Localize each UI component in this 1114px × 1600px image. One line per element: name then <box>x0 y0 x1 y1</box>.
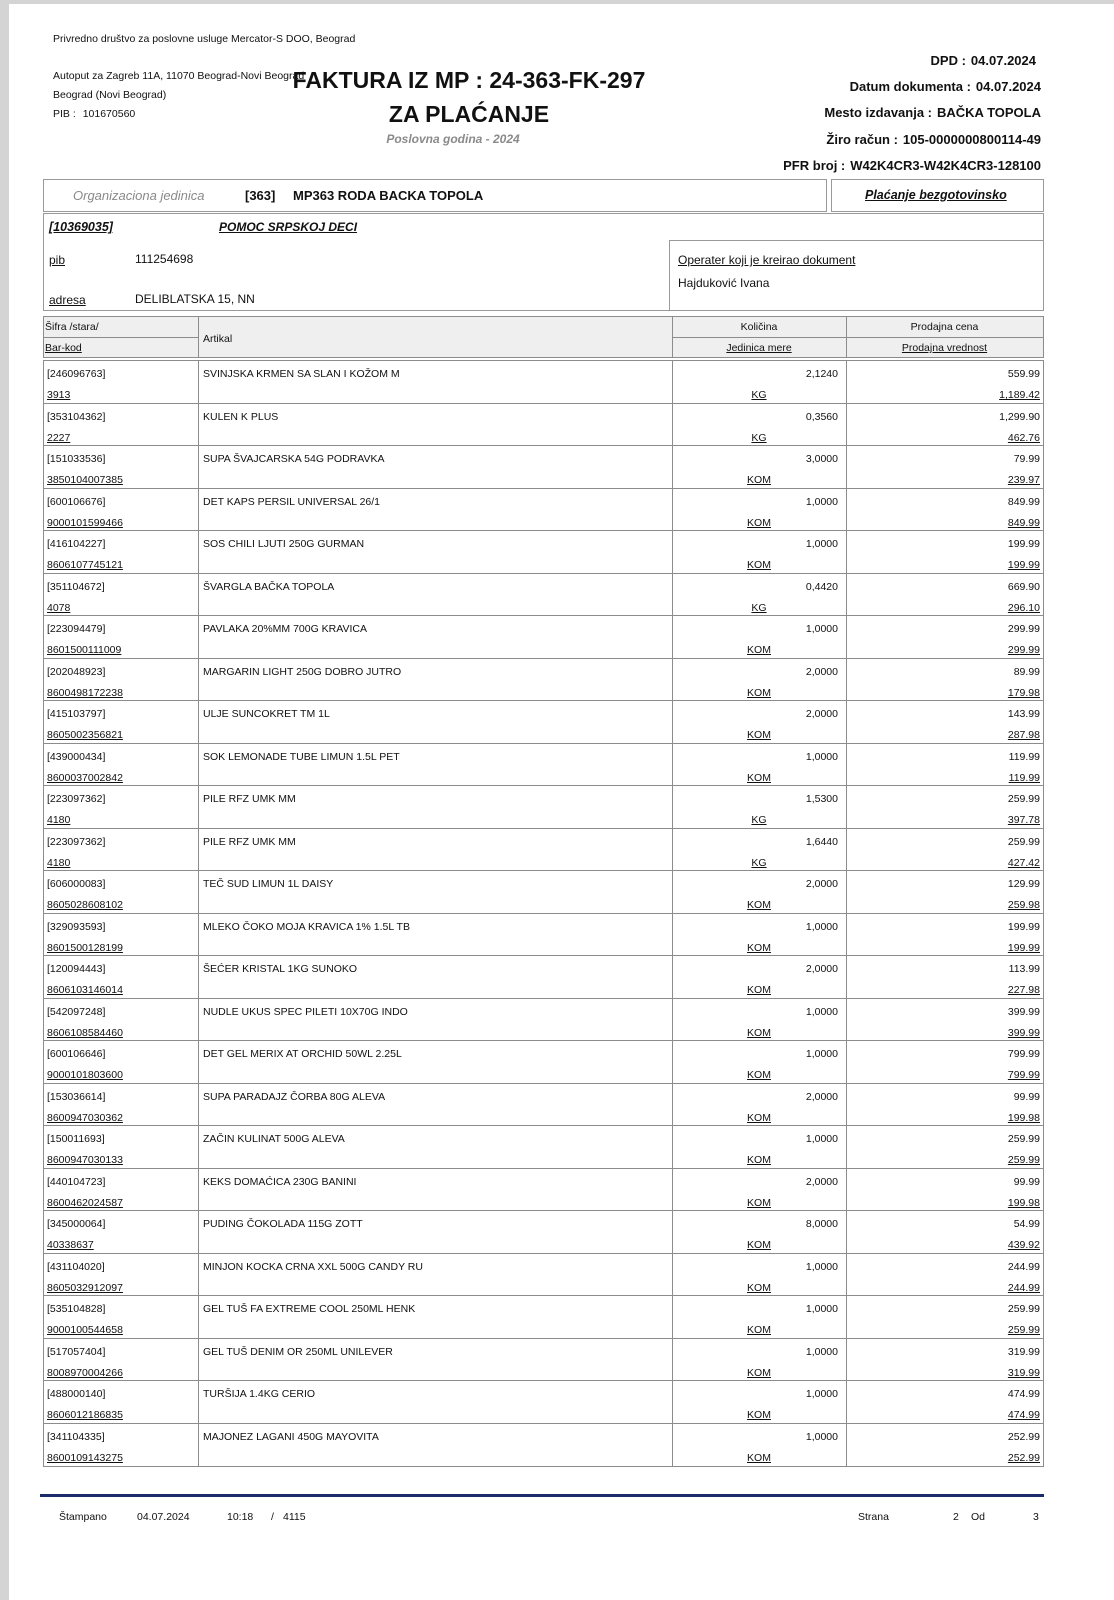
item-article: TEČ SUD LIMUN 1L DAISY <box>203 878 334 890</box>
item-code: [606000083] <box>47 878 106 890</box>
item-unit: KG <box>751 431 767 444</box>
item-unit: KOM <box>747 1324 771 1336</box>
payment-method: Plaćanje bezgotovinsko <box>865 188 1007 202</box>
table-row <box>44 1126 1043 1169</box>
item-price: 849.99 <box>1007 495 1040 508</box>
item-value: 296.10 <box>1007 601 1040 614</box>
item-article: DET KAPS PERSIL UNIVERSAL 26/1 <box>203 495 381 508</box>
table-row <box>44 701 1043 744</box>
item-price: 119.99 <box>1008 750 1040 763</box>
item-code: [353104362] <box>47 410 106 423</box>
header-quantity: Količina <box>740 321 778 333</box>
header-divider <box>672 337 1043 338</box>
item-price: 799.99 <box>1007 1048 1040 1060</box>
item-quantity: 1,0000 <box>805 1048 838 1060</box>
item-barcode: 9000101599466 <box>47 516 123 529</box>
customer-code: [10369035] <box>49 220 113 234</box>
customer-pib: 111254698 <box>135 252 194 266</box>
item-article: TURŠIJA 1.4KG CERIO <box>203 1388 316 1400</box>
item-code: [223094479] <box>47 623 106 635</box>
item-value: 199.99 <box>1007 941 1040 954</box>
item-value: 799.99 <box>1007 1069 1040 1081</box>
customer-pib-label: pib <box>49 253 66 267</box>
item-price: 259.99 <box>1007 1303 1040 1315</box>
item-value: 179.98 <box>1007 686 1040 699</box>
operator-box <box>669 240 1044 311</box>
item-unit: KOM <box>747 686 771 699</box>
item-quantity: 1,0000 <box>805 538 838 550</box>
item-unit: KOM <box>747 1026 771 1039</box>
item-barcode: 8008970004266 <box>47 1366 123 1379</box>
item-barcode: 8601500128199 <box>47 941 123 954</box>
item-price: 259.99 <box>1007 793 1040 805</box>
company-city: Beograd (Novi Beograd) <box>53 89 167 101</box>
item-code: [488000140] <box>47 1388 106 1400</box>
column-divider <box>846 317 847 357</box>
table-row <box>44 446 1043 489</box>
item-article: DET GEL MERIX AT ORCHID 50WL 2.25L <box>203 1048 402 1060</box>
item-quantity: 0,4420 <box>805 580 838 593</box>
item-article: PAVLAKA 20%MM 700G KRAVICA <box>203 623 367 635</box>
invoice-subtitle: ZA PLAĆANJE <box>388 101 550 127</box>
item-value: 439.92 <box>1007 1239 1040 1251</box>
item-quantity: 2,0000 <box>805 708 838 720</box>
item-barcode: 9000101803600 <box>47 1069 123 1081</box>
item-code: [415103797] <box>47 708 106 720</box>
footer-page-number: 2 <box>953 1511 959 1523</box>
item-quantity: 0,3560 <box>805 410 838 423</box>
item-unit: KOM <box>747 1154 771 1166</box>
item-quantity: 2,0000 <box>805 963 838 975</box>
item-value: 399.99 <box>1007 1026 1040 1039</box>
table-row <box>44 489 1043 532</box>
doc-info-account <box>826 132 1041 147</box>
company-address: Autoput za Zagreb 11A, 11070 Beograd-Novi Beograd <box>53 70 305 82</box>
item-price: 319.99 <box>1007 1345 1040 1358</box>
item-value: 199.99 <box>1007 559 1040 571</box>
item-unit: KOM <box>747 1196 771 1209</box>
item-article: PILE RFZ UMK MM <box>203 793 296 805</box>
item-article: SOK LEMONADE TUBE LIMUN 1.5L PET <box>203 750 400 763</box>
item-unit: KOM <box>747 1239 771 1251</box>
column-divider <box>198 361 199 1466</box>
table-row <box>44 616 1043 659</box>
item-code: [153036614] <box>47 1090 106 1103</box>
item-unit: KOM <box>747 1366 771 1379</box>
item-value: 239.97 <box>1007 474 1040 486</box>
table-row <box>44 1296 1043 1339</box>
table-row <box>44 361 1043 404</box>
item-price: 1,299.90 <box>999 410 1040 423</box>
header-unit: Jedinica mere <box>726 342 792 354</box>
table-row <box>44 404 1043 447</box>
item-price: 99.99 <box>1013 1175 1040 1188</box>
item-code: [600106676] <box>47 495 106 508</box>
header-article: Artikal <box>203 333 233 345</box>
item-article: SUPA ŠVAJCARSKA 54G PODRAVKA <box>203 453 385 465</box>
item-barcode: 8605028608102 <box>47 899 123 911</box>
item-article: GEL TUŠ FA EXTREME COOL 250ML HENK <box>203 1303 416 1315</box>
table-body <box>43 360 1044 1467</box>
column-divider <box>846 361 847 1466</box>
item-value: 252.99 <box>1007 1451 1040 1464</box>
table-rows <box>44 361 1043 1466</box>
item-unit: KOM <box>747 1451 771 1464</box>
item-unit: KOM <box>747 771 771 784</box>
footer-page-label: Strana <box>858 1511 889 1523</box>
item-price: 113.99 <box>1008 963 1040 975</box>
doc-info-label: Žiro račun : <box>826 132 898 147</box>
item-quantity: 1,0000 <box>805 1005 838 1018</box>
header-price: Prodajna cena <box>910 321 979 333</box>
doc-info-value: 04.07.2024 <box>970 53 1036 68</box>
table-row <box>44 574 1043 617</box>
item-barcode: 8606108584460 <box>47 1026 123 1039</box>
item-quantity: 3,0000 <box>805 453 838 465</box>
item-barcode: 8601500111009 <box>47 644 122 656</box>
footer-time: 10:18 <box>227 1511 254 1523</box>
item-code: [223097362] <box>47 793 106 805</box>
invoice-title: FAKTURA IZ MP : 24-363-FK-297 <box>292 67 646 93</box>
table-row <box>44 956 1043 999</box>
header-divider <box>44 337 198 338</box>
item-code: [440104723] <box>47 1175 106 1188</box>
doc-info-value: 105-0000000800114-49 <box>902 132 1041 147</box>
item-price: 143.99 <box>1007 708 1040 720</box>
item-barcode: 40338637 <box>47 1239 94 1251</box>
item-quantity: 2,1240 <box>805 368 838 380</box>
item-quantity: 1,0000 <box>805 623 838 635</box>
operator-label: Operater koji je kreirao dokument <box>678 253 856 267</box>
table-row <box>44 829 1043 872</box>
item-code: [542097248] <box>47 1005 106 1018</box>
item-unit: KOM <box>747 474 771 486</box>
item-barcode: 8605032912097 <box>47 1281 123 1294</box>
item-code: [120094443] <box>47 963 106 975</box>
item-price: 79.99 <box>1013 453 1040 465</box>
item-quantity: 1,0000 <box>805 1303 838 1315</box>
table-row <box>44 1041 1043 1084</box>
item-price: 669.90 <box>1007 580 1040 593</box>
doc-info-value: 04.07.2024 <box>975 79 1041 94</box>
item-price: 99.99 <box>1013 1090 1040 1103</box>
item-price: 252.99 <box>1007 1430 1040 1443</box>
item-barcode: 8600462024587 <box>47 1196 123 1209</box>
item-value: 244.99 <box>1007 1281 1040 1294</box>
item-article: SOS CHILI LJUTI 250G GURMAN <box>203 538 365 550</box>
item-quantity: 1,0000 <box>805 750 838 763</box>
footer-date: 04.07.2024 <box>137 1511 190 1523</box>
item-code: [517057404] <box>47 1345 106 1358</box>
table-row <box>44 1424 1043 1467</box>
item-value: 299.99 <box>1007 644 1040 656</box>
item-barcode: 8600109143275 <box>47 1451 123 1464</box>
item-article: MINJON KOCKA CRNA XXL 500G CANDY RU <box>203 1260 423 1273</box>
doc-info-label: DPD : <box>930 53 966 68</box>
fiscal-year: Poslovna godina - 2024 <box>386 132 520 146</box>
item-price: 199.99 <box>1007 538 1040 550</box>
company-pib-label: PIB : <box>53 108 76 120</box>
item-code: [535104828] <box>47 1303 106 1315</box>
item-quantity: 2,0000 <box>805 1175 838 1188</box>
item-quantity: 1,0000 <box>805 1133 838 1145</box>
item-article: ŠVARGLA BAČKA TOPOLA <box>203 580 335 593</box>
footer-rule <box>40 1494 1044 1497</box>
item-code: [246096763] <box>47 368 106 380</box>
item-quantity: 2,0000 <box>805 1090 838 1103</box>
customer-address: DELIBLATSKA 15, NN <box>135 292 255 306</box>
item-unit: KG <box>751 814 767 826</box>
page-edge <box>0 0 1114 4</box>
column-divider <box>198 317 199 357</box>
item-unit: KG <box>751 389 767 401</box>
item-value: 849.99 <box>1007 516 1040 529</box>
item-quantity: 1,0000 <box>805 1430 838 1443</box>
item-code: [345000064] <box>47 1218 106 1230</box>
doc-info-dpd <box>931 53 1036 68</box>
company-name: Privredno društvo za poslovne usluge Mercator-S DOO, Beograd <box>53 33 356 45</box>
table-row <box>44 531 1043 574</box>
item-value: 199.98 <box>1007 1111 1040 1124</box>
item-code: [202048923] <box>47 665 106 678</box>
item-article: PUDING ČOKOLADA 115G ZOTT <box>203 1218 363 1230</box>
column-divider <box>672 317 673 357</box>
header-barcode: Bar-kod <box>45 342 82 354</box>
item-quantity: 1,0000 <box>805 920 838 933</box>
item-article: MARGARIN LIGHT 250G DOBRO JUTRO <box>203 665 402 678</box>
item-barcode: 9000100544658 <box>47 1324 123 1336</box>
item-barcode: 3913 <box>47 389 71 401</box>
item-quantity: 1,6440 <box>805 835 838 848</box>
item-article: MLEKO ČOKO MOJA KRAVICA 1% 1.5L TB <box>203 920 410 933</box>
item-price: 474.99 <box>1007 1388 1040 1400</box>
customer-name: POMOC SRPSKOJ DECI <box>219 220 358 234</box>
item-unit: KOM <box>747 729 771 741</box>
table-row <box>44 871 1043 914</box>
footer-separator: / <box>271 1511 274 1523</box>
item-code: [223097362] <box>47 835 106 848</box>
table-row <box>44 1339 1043 1382</box>
doc-info-label: PFR broj : <box>783 158 846 173</box>
item-barcode: 4078 <box>47 601 71 614</box>
item-unit: KOM <box>747 559 771 571</box>
footer-of-label: Od <box>971 1511 986 1523</box>
column-divider <box>672 361 673 1466</box>
item-unit: KOM <box>747 984 771 996</box>
item-unit: KOM <box>747 1409 771 1421</box>
item-value: 462.76 <box>1007 431 1040 444</box>
footer-number: 4115 <box>283 1511 306 1523</box>
item-code: [150011693] <box>47 1133 105 1145</box>
table-header <box>43 316 1044 358</box>
org-unit-code: [363] <box>245 188 276 203</box>
doc-info-date <box>850 79 1041 94</box>
item-barcode: 8600947030133 <box>47 1154 123 1166</box>
table-row <box>44 1381 1043 1424</box>
item-code: [351104672] <box>47 580 105 593</box>
item-quantity: 1,0000 <box>805 1388 838 1400</box>
table-row <box>44 914 1043 957</box>
item-barcode: 2227 <box>47 431 71 444</box>
item-value: 427.42 <box>1007 856 1040 869</box>
item-value: 259.99 <box>1007 1324 1040 1336</box>
operator-name: Hajduković Ivana <box>678 276 770 290</box>
item-code: [431104020] <box>47 1260 105 1273</box>
item-value: 397.78 <box>1007 814 1040 826</box>
item-article: PILE RFZ UMK MM <box>203 835 296 848</box>
header-value: Prodajna vrednost <box>901 342 988 354</box>
page-edge <box>0 0 9 1600</box>
item-quantity: 8,0000 <box>805 1218 838 1230</box>
item-unit: KOM <box>747 644 771 656</box>
item-barcode: 3850104007385 <box>47 474 123 486</box>
customer-header <box>43 213 1044 241</box>
item-unit: KOM <box>747 1281 771 1294</box>
item-article: SUPA PARADAJZ ČORBA 80G ALEVA <box>203 1090 386 1103</box>
item-value: 227.98 <box>1007 984 1040 996</box>
table-row <box>44 744 1043 787</box>
item-price: 399.99 <box>1007 1005 1040 1018</box>
header-code: Šifra /stara/ <box>45 321 99 333</box>
item-price: 129.99 <box>1007 878 1040 890</box>
item-quantity: 1,0000 <box>805 1260 838 1273</box>
item-value: 259.98 <box>1007 899 1040 911</box>
item-unit: KOM <box>747 516 771 529</box>
item-unit: KOM <box>747 1111 771 1124</box>
item-article: KULEN K PLUS <box>203 410 279 423</box>
item-article: SVINJSKA KRMEN SA SLAN I KOŽOM M <box>203 368 400 380</box>
item-code: [416104227] <box>47 538 106 550</box>
item-barcode: 8606103146014 <box>47 984 123 996</box>
item-price: 244.99 <box>1007 1260 1040 1273</box>
item-article: KEKS DOMAĆICA 230G BANINI <box>203 1175 357 1188</box>
table-row <box>44 1169 1043 1212</box>
item-quantity: 1,0000 <box>805 1345 838 1358</box>
item-unit: KOM <box>747 941 771 954</box>
org-unit-name: MP363 RODA BACKA TOPOLA <box>293 188 484 203</box>
item-code: [329093593] <box>47 920 106 933</box>
table-row <box>44 659 1043 702</box>
table-row <box>44 1254 1043 1297</box>
table-row <box>44 999 1043 1042</box>
item-price: 259.99 <box>1007 1133 1040 1145</box>
table-row <box>44 1084 1043 1127</box>
item-barcode: 8606012186835 <box>47 1409 123 1421</box>
item-value: 287.98 <box>1007 729 1040 741</box>
item-code: [151033536] <box>47 453 106 465</box>
footer-printed-label: Štampano <box>59 1511 107 1523</box>
company-pib <box>53 108 135 120</box>
doc-info-label: Mesto izdavanja : <box>824 105 932 120</box>
doc-info-pfr <box>783 158 1041 173</box>
item-barcode: 8600037002842 <box>47 771 123 784</box>
doc-info-label: Datum dokumenta : <box>849 79 971 94</box>
doc-info-value: BAČKA TOPOLA <box>937 105 1041 120</box>
item-barcode: 8600947030362 <box>47 1111 123 1124</box>
item-unit: KOM <box>747 899 771 911</box>
footer-total-pages: 3 <box>1033 1511 1039 1523</box>
item-barcode: 4180 <box>47 814 71 826</box>
doc-info-value: W42K4CR3-W42K4CR3-128100 <box>850 158 1041 173</box>
item-quantity: 2,0000 <box>805 878 838 890</box>
item-price: 199.99 <box>1007 920 1040 933</box>
item-code: [439000434] <box>47 750 106 763</box>
item-unit: KG <box>751 601 767 614</box>
item-price: 259.99 <box>1007 835 1040 848</box>
item-quantity: 2,0000 <box>805 665 838 678</box>
doc-info-place <box>824 105 1041 120</box>
item-quantity: 1,0000 <box>805 495 838 508</box>
item-value: 199.98 <box>1007 1196 1040 1209</box>
table-row <box>44 1211 1043 1254</box>
item-barcode: 4180 <box>47 856 71 869</box>
item-price: 89.99 <box>1013 665 1040 678</box>
customer-details <box>43 240 670 311</box>
item-value: 474.99 <box>1007 1409 1040 1421</box>
item-quantity: 1,5300 <box>805 793 838 805</box>
payment-box <box>831 179 1044 212</box>
table-row <box>44 786 1043 829</box>
org-unit-box <box>43 179 827 212</box>
org-unit-label: Organizaciona jedinica <box>73 188 205 203</box>
item-value: 119.99 <box>1008 771 1040 784</box>
item-code: [600106646] <box>47 1048 106 1060</box>
item-article: MAJONEZ LAGANI 450G MAYOVITA <box>203 1430 379 1443</box>
item-article: ŠEĆER KRISTAL 1KG SUNOKO <box>203 963 358 975</box>
item-article: GEL TUŠ DENIM OR 250ML UNILEVER <box>203 1345 393 1358</box>
customer-address-label: adresa <box>49 293 86 307</box>
item-value: 1,189.42 <box>999 389 1040 401</box>
item-value: 319.99 <box>1007 1366 1040 1379</box>
item-barcode: 8605002356821 <box>47 729 123 741</box>
item-price: 559.99 <box>1007 368 1040 380</box>
item-article: NUDLE UKUS SPEC PILETI 10X70G INDO <box>203 1005 408 1018</box>
item-barcode: 8606107745121 <box>47 559 123 571</box>
item-value: 259.99 <box>1007 1154 1040 1166</box>
company-pib-value: 101670560 <box>82 108 136 120</box>
item-code: [341104335] <box>47 1430 105 1443</box>
item-price: 299.99 <box>1007 623 1040 635</box>
item-price: 54.99 <box>1013 1218 1040 1230</box>
item-unit: KOM <box>747 1069 771 1081</box>
item-article: ZAČIN KULINAT 500G ALEVA <box>203 1133 345 1145</box>
item-article: ULJE SUNCOKRET TM 1L <box>203 708 330 720</box>
item-barcode: 8600498172238 <box>47 686 123 699</box>
item-unit: KG <box>751 856 767 869</box>
